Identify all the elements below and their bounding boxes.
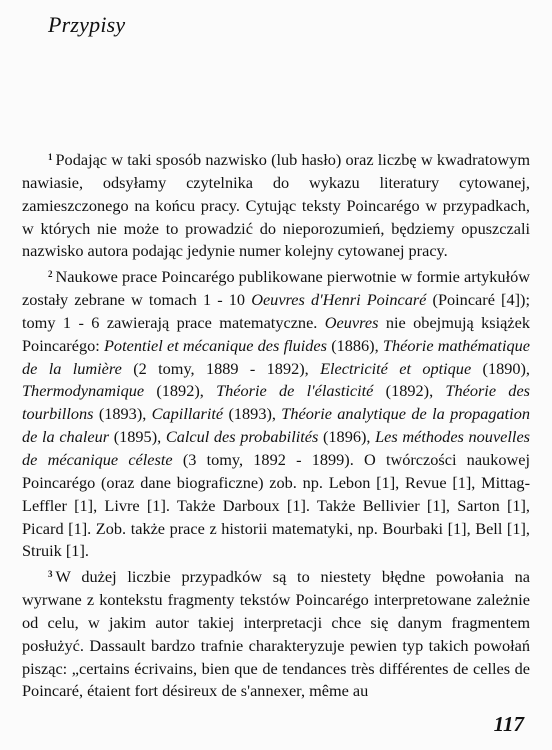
footnote-marker: 3	[48, 569, 53, 580]
footnote-text: (1892),	[373, 381, 446, 401]
footnote-text: W dużej liczbie przypadków są to niestety błędne powołania na wyrwane z kontekstu fragmenty tekstów Poincarégo interpretowane zależnie od celu, w jakim autor takiej interpretacji chce się danym fragmentem posłużyć. Dassault bardzo trafnie charakteryzuje pewien typ takich powołań pisząc: „certains écrivains, bien que de tendances très différentes de celles de Poincaré, étaient fort désireux de s'annexer, même au	[22, 567, 530, 701]
footnote-title-italic: Théorie analytique de la propagation de la chaleur	[22, 404, 530, 447]
footnote-text: Podając w taki sposób nazwisko (lub hasło) oraz liczbę w kwadratowym nawiasie, odsyłamy czytelnika do wykazu literatury cytowanej, zamieszczonego na końcu pracy. Cytując teksty Poincarégo w przypadkach, w których nie może to prowadzić do nieporozumień, będziemy opuszczali nazwisko autora podając jedynie numer kolejny cytowanej pracy.	[22, 150, 530, 261]
footnote-text: (1886),	[326, 335, 383, 355]
footnote-title-italic: Oeuvres d'Henri Poincaré	[251, 290, 427, 310]
footnote-title-italic: Capillarité	[151, 404, 224, 424]
footnote-2	[22, 263, 530, 563]
footnote-text: (1893),	[223, 404, 282, 424]
footnote-marker: 1	[48, 152, 53, 162]
footnote-1	[22, 146, 530, 263]
footnote-title-italic: Oeuvres	[324, 312, 379, 332]
footnote-text: (1896),	[318, 427, 376, 447]
footnote-title-italic: Potentiel et mécanique des fluides	[103, 335, 327, 355]
page-number: 117	[493, 712, 524, 736]
footnote-text: (1892),	[144, 381, 217, 401]
footnote-text: nie obejmują książek Poincarégo:	[22, 312, 530, 355]
footnote-text: (1893),	[93, 404, 152, 424]
footnote-title-italic: Calcul des probabilités	[165, 427, 319, 447]
footnote-marker: 2	[48, 269, 53, 280]
footnote-title-italic: Théorie des tourbillons	[22, 381, 531, 424]
footnote-text: (1890),	[471, 358, 530, 378]
footnote-title-italic: Théorie mathématique de la lumière	[22, 335, 530, 378]
page-title: Przypisy	[48, 12, 126, 37]
footnote-text: (3 tomy, 1892 - 1899). O twórczości naukowej Poincarégo (oraz dane biograficzne) zob. np. Lebon [1], Revue [1], Mittag-Leffler [1], Livre [1]. Także Darboux [1]. Także Bellivier [1], Sarton [1], Picard [1]. Zob. także prace z historii matematyki, np. Bourbaki [1], Bell [1], Struik [1].	[22, 449, 530, 561]
footnote-title-italic: Théorie de l'élasticité	[216, 381, 374, 401]
footnote-title-italic: Electricité et optique	[320, 358, 472, 378]
footnotes-section	[22, 146, 530, 703]
footnote-text: (Poincaré [4]); tomy 1 - 6 zawierają prace matematyczne.	[22, 290, 530, 332]
footnote-text: (1895),	[109, 427, 166, 447]
footnote-3	[22, 563, 530, 703]
footnote-title-italic: Les méthodes nouvelles de mécanique céleste	[22, 427, 531, 469]
footnote-text: (2 tomy, 1889 - 1892),	[121, 358, 321, 378]
footnote-text: Naukowe prace Poincarégo publikowane pierwotnie w formie artykułów zostały zebrane w tomach 1 - 10	[22, 267, 530, 310]
footnote-title-italic: Thermodynamique	[22, 381, 145, 401]
